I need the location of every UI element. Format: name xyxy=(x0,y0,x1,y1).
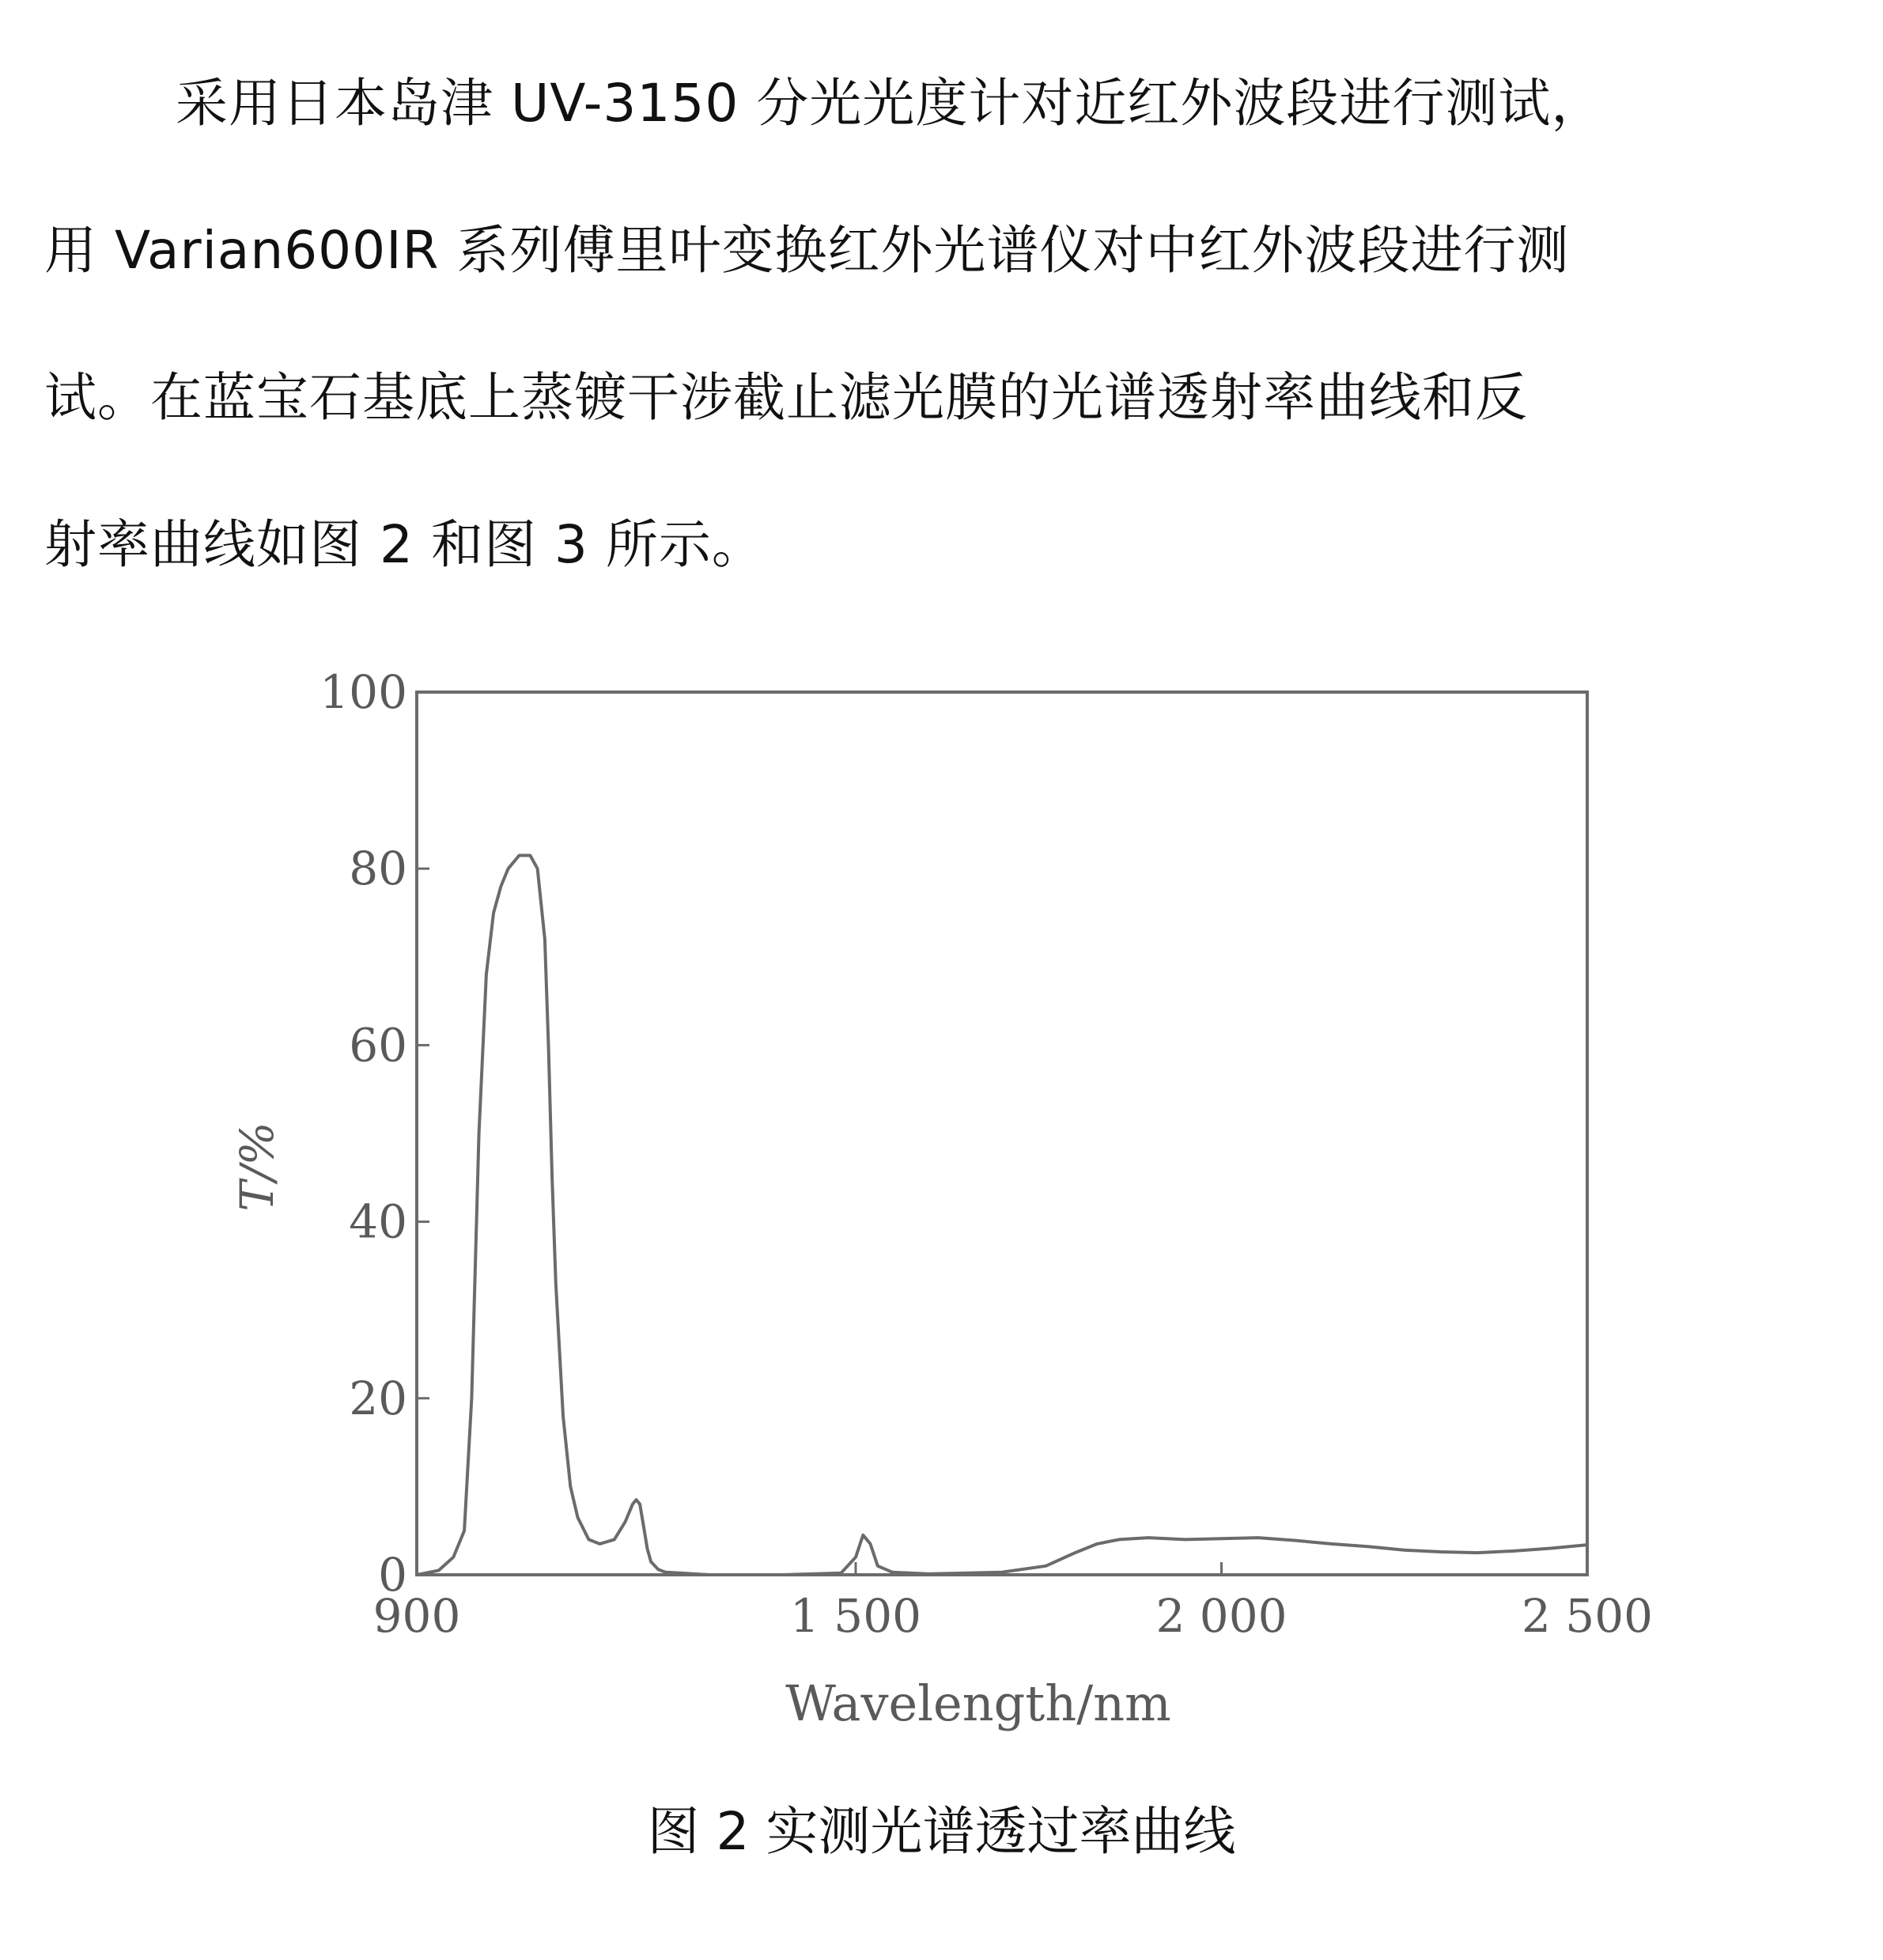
x-axis-label: Wavelength/nm xyxy=(785,1674,1171,1732)
paragraph-line: 采用日本岛津 UV-3150 分光光度计对近红外波段进行测试， xyxy=(176,73,1605,134)
y-tick-label: 80 xyxy=(349,842,407,896)
y-axis-label: T/% xyxy=(230,1122,284,1212)
x-tick-label: 2 500 xyxy=(1521,1589,1654,1643)
paragraph-line: 试。在蓝宝石基底上蒸镀干涉截止滤光膜的光谱透射率曲线和反 xyxy=(44,367,1528,428)
plot-frame xyxy=(417,692,1587,1575)
transmittance-line xyxy=(417,856,1587,1576)
y-tick-label: 0 xyxy=(378,1548,407,1602)
chart-svg xyxy=(182,617,1700,1803)
y-tick-label: 40 xyxy=(349,1194,407,1249)
figure-caption: 图 2 实测光谱透过率曲线 xyxy=(647,1801,1236,1862)
body-paragraph xyxy=(44,30,1840,619)
x-tick-label: 2 000 xyxy=(1155,1589,1287,1643)
y-tick-label: 20 xyxy=(349,1371,407,1425)
x-tick-label: 1 500 xyxy=(789,1589,922,1643)
transmittance-chart xyxy=(182,617,1700,1803)
paragraph-line: 用 Varian600IR 系列傅里叶变换红外光谱仪对中红外波段进行测 xyxy=(44,220,1570,281)
y-tick-label: 60 xyxy=(349,1018,407,1073)
y-tick-label: 100 xyxy=(320,665,407,719)
paragraph-line: 射率曲线如图 2 和图 3 所示。 xyxy=(44,514,765,575)
x-tick-label: 900 xyxy=(372,1589,461,1643)
